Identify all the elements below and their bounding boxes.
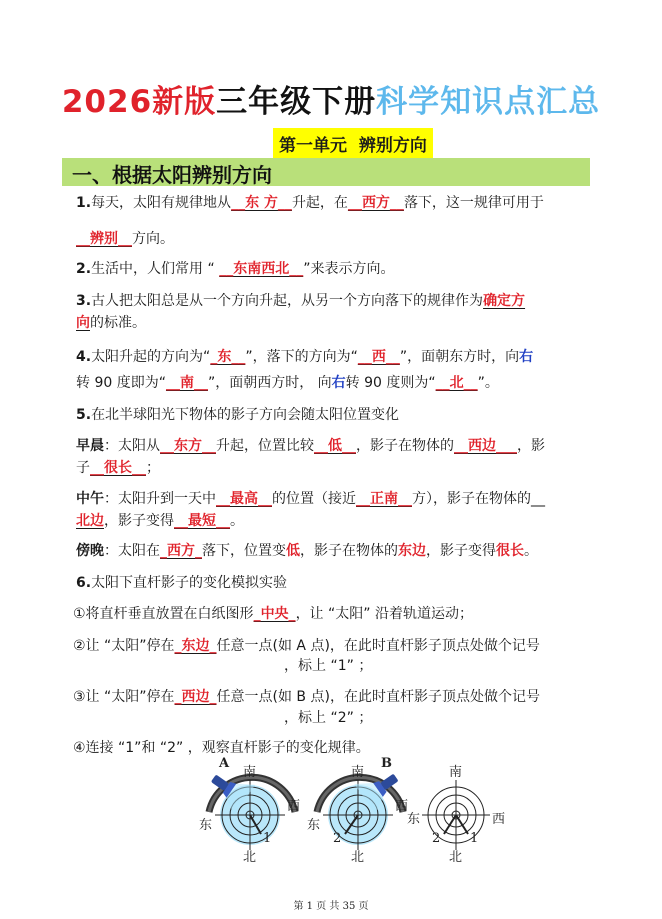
noon-answer-shortest: __最短__: [174, 513, 230, 529]
mark-1-label: 1: [263, 831, 272, 846]
q6-text: 太阳下直杆影子的变化模拟实验: [91, 575, 288, 591]
morning-label: 早晨: [76, 438, 104, 454]
step3-text: ，标上 “2” ；: [284, 710, 373, 726]
step2-text: ②让 “太阳”停在: [73, 638, 175, 654]
q4-text: ”，落下的方向为“: [245, 349, 358, 365]
step3-line1: [73, 687, 540, 707]
q4-answer-west: __西__: [357, 349, 400, 365]
step3-answer-west: _西边_: [174, 689, 217, 705]
q4-text: ”，面朝西方时， 向: [207, 375, 332, 391]
mark-2-label: 2: [432, 831, 441, 846]
diagram-sun-east: [197, 750, 307, 862]
page-title: [0, 76, 662, 121]
q3-text: 古人把太阳总是从一个方向升起，从另一个方向落下的规律作为: [91, 293, 484, 309]
q2-answer: __东南西北__: [219, 261, 304, 277]
morning-line2: [76, 458, 160, 478]
evening-label: 傍晚: [76, 543, 104, 559]
evening-line: [76, 541, 538, 561]
noon-answer-south: __正南__: [356, 491, 412, 507]
north-label: 北: [449, 850, 463, 862]
q4-right-word: 右: [519, 349, 534, 365]
west-label: 西: [287, 799, 301, 814]
q4-text: ”，面朝东方时，向: [399, 349, 520, 365]
q5-number: 5.: [76, 407, 92, 423]
step3-line2: [284, 708, 372, 728]
q3-answer-cont: 向: [76, 315, 90, 331]
step4-text: ④连接 “1”和 “2” ，观察直杆影子的变化规律。: [73, 740, 370, 756]
q1-answer-east: __东 方__: [231, 195, 292, 211]
noon-text: 方），影子在物体的__: [412, 491, 545, 507]
q1-line2: [76, 229, 174, 249]
evening-answer-west: _西方_: [160, 543, 202, 559]
morning-answer-low: __低__: [314, 438, 356, 454]
q4-text: ”。: [477, 375, 499, 391]
q3-number: 3.: [76, 293, 92, 309]
step1-line: [73, 604, 473, 624]
title-year: 2026新版: [61, 84, 217, 120]
q4-text: 太阳升起的方向为“: [91, 349, 211, 365]
q2-text: ”来表示方向。: [303, 261, 395, 277]
morning-answer-east: __东方__: [160, 438, 216, 454]
east-label: 东: [199, 818, 213, 833]
title-subject: 科学知识点汇总: [376, 84, 601, 120]
morning-text: ；: [146, 460, 160, 476]
q5-line: [76, 405, 399, 425]
sun-label-b: B: [381, 756, 392, 771]
q1-text: 升起，在: [291, 195, 348, 211]
evening-text: ：太阳在: [104, 543, 160, 559]
q4-answer-north: __北__: [435, 375, 478, 391]
south-label: 南: [243, 765, 257, 780]
noon-text: 。: [230, 513, 244, 529]
noon-text: 的位置（接近: [272, 491, 356, 507]
step2-text: ，标上 “1” ；: [284, 658, 373, 674]
section-header: [62, 158, 590, 186]
q4-line2: [76, 373, 499, 393]
q4-line1: [76, 347, 533, 367]
q2-line: [76, 259, 394, 279]
q2-number: 2.: [76, 261, 92, 277]
q6-number: 6.: [76, 575, 92, 591]
q1-text: 落下，这一规律可用于: [403, 195, 544, 211]
evening-text: 。: [524, 543, 538, 559]
west-label: 西: [492, 812, 506, 827]
step2-line2: [284, 656, 372, 676]
q4-answer-east: _东__: [210, 349, 246, 365]
q1-answer-distinguish: __辨别__: [76, 231, 132, 247]
q1-line1: [76, 193, 544, 213]
noon-text: ：太阳升到一天中: [104, 491, 216, 507]
q3-answer: 确定方: [483, 293, 526, 309]
q6-line: [76, 573, 287, 593]
north-label: 北: [243, 850, 257, 862]
east-label: 东: [307, 818, 321, 833]
q4-text: 转 90 度则为“: [345, 375, 436, 391]
evening-answer-low: 低: [286, 543, 300, 559]
q1-text: 方向。: [132, 231, 174, 247]
section-title: 一、根据太阳辨别方向: [72, 163, 272, 187]
diagram-result: [406, 750, 516, 862]
q4-text: 转 90 度即为“: [76, 375, 166, 391]
morning-text: 升起，位置比较: [216, 438, 314, 454]
evening-text: ，影子变得: [426, 543, 496, 559]
step2-line1: [73, 636, 540, 656]
step1-text: ，让 “太阳” 沿着轨道运动；: [295, 606, 473, 622]
q1-text: 每天，太阳有规律地从: [91, 195, 232, 211]
morning-line1: [76, 436, 545, 456]
noon-line2: [76, 511, 244, 531]
q3-line1: [76, 291, 525, 311]
q3-text: 的标准。: [90, 315, 146, 331]
noon-line1: [76, 489, 545, 509]
south-label: 南: [351, 765, 365, 780]
south-label: 南: [449, 765, 463, 780]
unit-label: 第一单元 辨别方向: [273, 128, 433, 160]
evening-text: 落下，位置变: [202, 543, 286, 559]
evening-answer-long: 很长: [496, 543, 524, 559]
q4-number: 4.: [76, 349, 92, 365]
q2-text: 生活中，人们常用 “: [91, 261, 220, 277]
noon-answer-north: 北边: [76, 513, 104, 529]
q3-line2: [76, 313, 146, 333]
morning-text: ，影: [517, 438, 545, 454]
mark-1-label: 1: [470, 831, 479, 846]
morning-answer-west: __西边___: [454, 438, 517, 454]
q1-number: 1.: [76, 195, 92, 211]
step2-answer-east: _东边_: [174, 638, 217, 654]
north-label: 北: [351, 850, 365, 862]
mark-2-label: 2: [333, 831, 342, 846]
noon-label: 中午: [76, 491, 104, 507]
sun-label-a: A: [219, 756, 230, 771]
morning-text: 子: [76, 460, 90, 476]
title-grade: 三年级下册: [216, 84, 377, 120]
step3-text: ③让 “太阳”停在: [73, 689, 175, 705]
step3-text: 任意一点(如 B 点)，在此时直杆影子顶点处做个记号: [216, 689, 540, 705]
noon-text: ，影子变得: [104, 513, 174, 529]
q1-answer-west: __西方__: [347, 195, 404, 211]
east-label: 东: [407, 812, 421, 827]
page-footer: 第 1 页 共 35 页: [293, 901, 369, 912]
diagram-sun-west: [305, 750, 415, 862]
evening-text: ，影子在物体的: [300, 543, 398, 559]
q5-text: 在北半球阳光下物体的影子方向会随太阳位置变化: [91, 407, 400, 423]
step1-text: ①将直杆垂直放置在白纸图形: [73, 606, 254, 622]
q4-answer-south: __南__: [165, 375, 208, 391]
evening-answer-east: 东边: [398, 543, 426, 559]
morning-text: ，影子在物体的: [356, 438, 454, 454]
step1-answer-center: _中央_: [253, 606, 296, 622]
west-label: 西: [395, 799, 409, 814]
q4-right-word: 右: [331, 375, 346, 391]
noon-answer-highest: __最高__: [216, 491, 272, 507]
morning-text: ：太阳从: [104, 438, 160, 454]
step2-text: 任意一点(如 A 点)，在此时直杆影子顶点处做个记号: [216, 638, 540, 654]
morning-answer-long: __很长__: [90, 460, 146, 476]
